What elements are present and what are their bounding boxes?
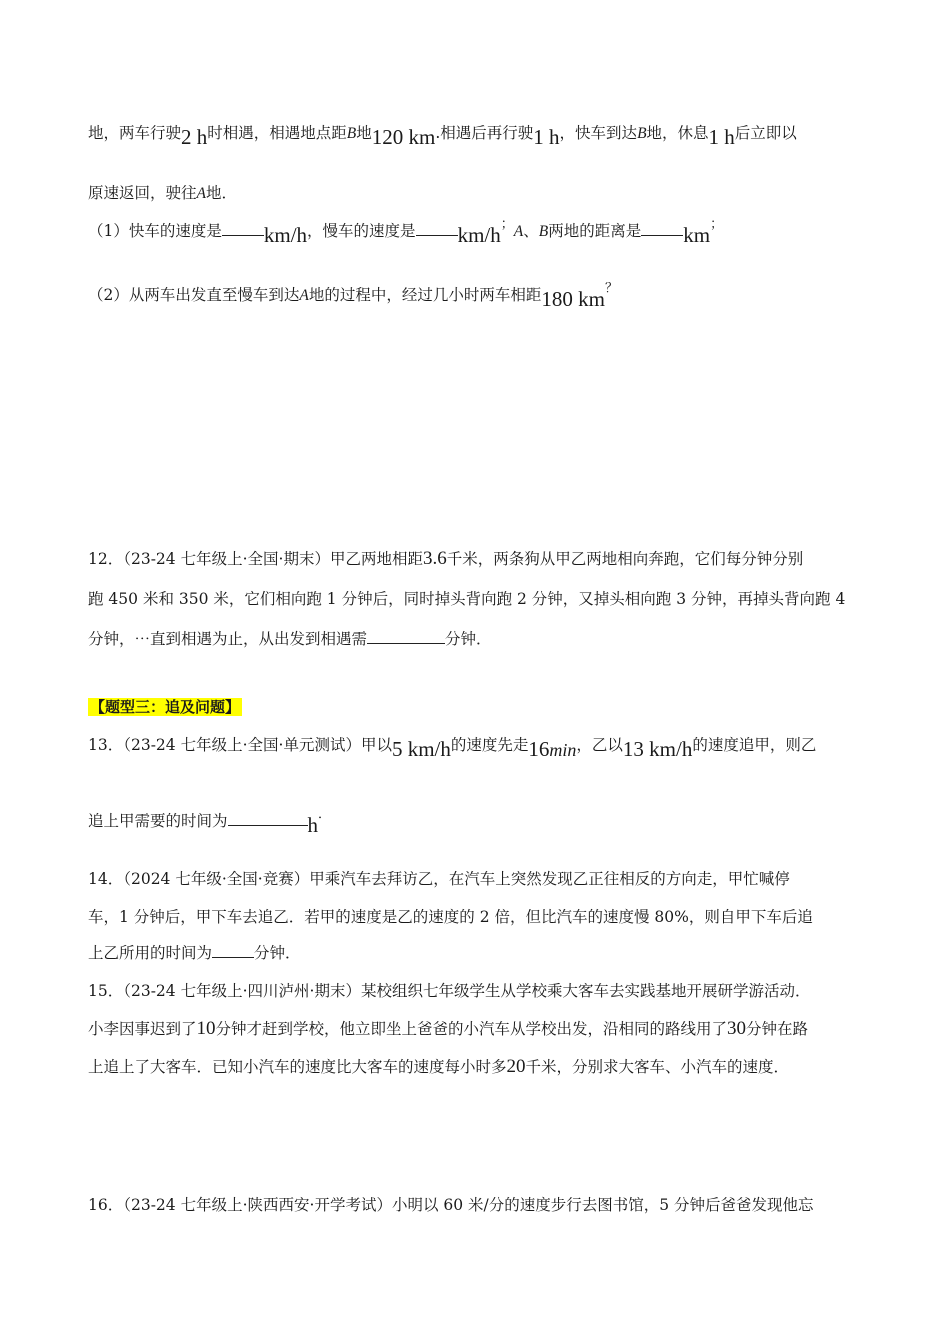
section-header: 【题型三：追及问题】 (90, 698, 241, 716)
problem-13-line-2: 追上甲需要的时间为 h． (88, 807, 332, 837)
answer-blank-fast-speed[interactable] (222, 221, 264, 236)
problem-12-line-3: 分钟，⋯直到相遇为止，从出发到相遇需 分钟． (88, 630, 492, 648)
problem-16-line-1: 16．（23-24 七年级上·陕西西安·开学考试）小明以 60 米/分的速度步行去图书馆，5 分钟后爸爸发现他忘 (88, 1196, 814, 1214)
answer-blank-distance[interactable] (641, 221, 683, 236)
math-speed-13kmh: 13 km/h (622, 737, 693, 761)
math-distance-120km: 120 km (371, 125, 436, 149)
problem-14-line-2: 车，1 分钟后，甲下车去追乙．若甲的速度是乙的速度的 2 倍，但比汽车的速度慢 80%，则自甲下车后追 (88, 908, 813, 926)
problem-14-line-1: 14．（2024 七年级·全国·竞赛）甲乘汽车去拜访乙，在汽车上突然发现乙正往相反的方向走，甲忙喊停 (88, 870, 790, 888)
math-time-2h: 2 h (181, 125, 208, 149)
problem-12-line-2: 跑 450 米和 350 米，它们相向跑 1 分钟后，同时掉头背向跑 2 分钟，又掉头相向跑 3 分钟，再掉头背向跑 4 (88, 590, 846, 608)
math-distance-180km: 180 km (541, 287, 605, 311)
problem-12-line-1: 12．（23-24 七年级上·全国·期末）甲乙两地相距3.6千米，两条狗从甲乙两地相向奔跑，它们每分钟分别 (88, 548, 804, 569)
problem-11-question-2: （2）从两车出发直至慢车到达A地的过程中，经过几小时两车相距180 km？ (88, 281, 618, 311)
math-time-1h: 1 h (533, 125, 560, 149)
answer-blank-slow-speed[interactable] (416, 221, 458, 236)
problem-15-line-3: 上追上了大客车．已知小汽车的速度比大客车的速度每小时多20千米，分别求大客车、小汽车的速度． (88, 1056, 790, 1077)
problem-14-line-3: 上乙所用的时间为 分钟． (88, 944, 301, 962)
problem-11-line-1: 地，两车行驶2 h时相遇，相遇地点距B地120 km.相遇后再行驶1 h，快车到达B地，休息1 h后立即以 (88, 124, 797, 149)
problem-13-line-1: 13．（23-24 七年级上·全国·单元测试）甲以5 km/h的速度先走16min，乙以13 km/h的速度追甲，则乙 (88, 736, 817, 761)
problem-15-line-1: 15．（23-24 七年级上·四川泸州·期末）某校组织七年级学生从学校乘大客车去实践基地开展研学游活动． (88, 982, 811, 1000)
math-speed-5kmh: 5 km/h (391, 737, 451, 761)
answer-blank-chase-minutes[interactable] (212, 943, 254, 958)
problem-11-line-2: 原速返回，驶往A地． (88, 184, 237, 202)
problem-11-question-1: （1）快车的速度是 km/h，慢车的速度是 km/h；A、B两地的距离是 km； (88, 217, 724, 247)
math-time-1h-rest: 1 h (708, 125, 735, 149)
answer-blank-minutes[interactable] (367, 629, 445, 644)
problem-15-line-2: 小李因事迟到了10分钟才赶到学校，他立即坐上爸爸的小汽车从学校出发，沿相同的路线用了30分钟在路 (88, 1018, 809, 1039)
answer-blank-hours[interactable] (228, 811, 308, 826)
